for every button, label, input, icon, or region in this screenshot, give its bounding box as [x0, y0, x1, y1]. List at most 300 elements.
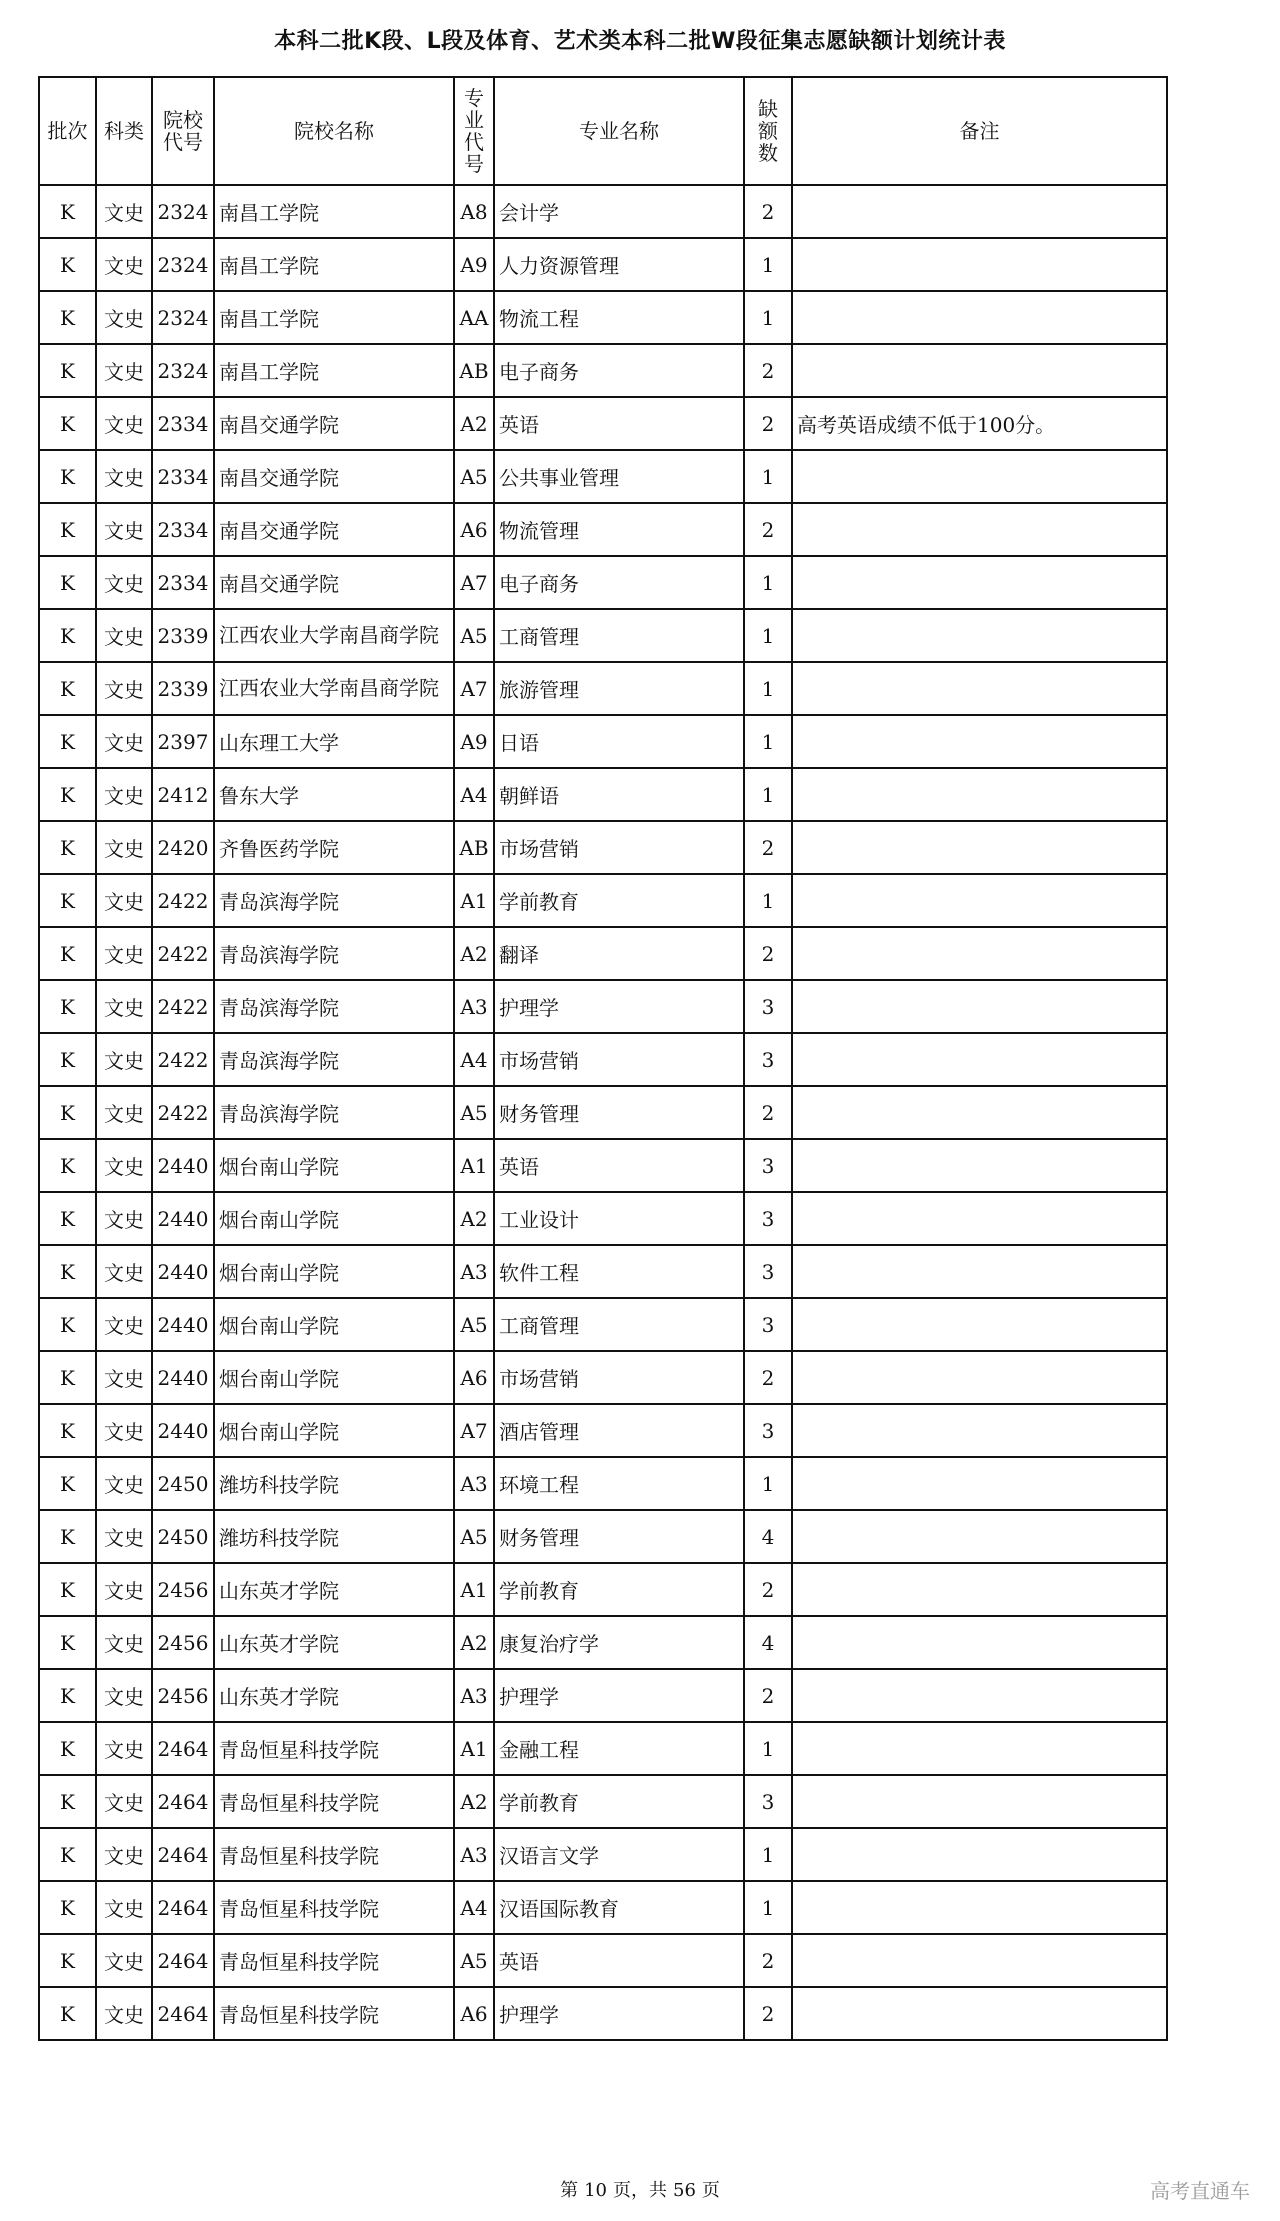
cell-school-name: 山东英才学院	[214, 1669, 454, 1722]
cell-major-name: 护理学	[494, 980, 744, 1033]
cell-remark	[792, 1457, 1167, 1510]
cell-batch: K	[39, 1881, 96, 1934]
cell-major-name: 金融工程	[494, 1722, 744, 1775]
table-header	[39, 77, 1167, 185]
table-row	[39, 927, 1167, 980]
cell-vacancy: 2	[744, 927, 792, 980]
cell-remark	[792, 291, 1167, 344]
cell-batch: K	[39, 662, 96, 715]
cell-category: 文史	[96, 503, 152, 556]
cell-major-code: A5	[454, 1298, 494, 1351]
cell-school-code: 2422	[152, 980, 214, 1033]
cell-batch: K	[39, 927, 96, 980]
table-row	[39, 1616, 1167, 1669]
cell-major-name: 公共事业管理	[494, 450, 744, 503]
cell-vacancy: 3	[744, 1245, 792, 1298]
cell-category: 文史	[96, 1457, 152, 1510]
cell-vacancy: 1	[744, 609, 792, 662]
cell-vacancy: 2	[744, 1987, 792, 2040]
cell-batch: K	[39, 1139, 96, 1192]
cell-major-code: A7	[454, 556, 494, 609]
cell-school-name: 南昌工学院	[214, 238, 454, 291]
cell-remark	[792, 344, 1167, 397]
cell-category: 文史	[96, 1616, 152, 1669]
table-row	[39, 1881, 1167, 1934]
cell-school-name: 南昌交通学院	[214, 556, 454, 609]
cell-major-name: 翻译	[494, 927, 744, 980]
cell-school-name: 南昌交通学院	[214, 450, 454, 503]
cell-major-name: 学前教育	[494, 1775, 744, 1828]
cell-remark	[792, 1722, 1167, 1775]
cell-vacancy: 3	[744, 1033, 792, 1086]
cell-major-name: 工商管理	[494, 1298, 744, 1351]
table-row	[39, 238, 1167, 291]
cell-school-code: 2422	[152, 927, 214, 980]
cell-batch: K	[39, 980, 96, 1033]
cell-school-name: 江西农业大学南昌商学院	[214, 609, 454, 662]
cell-school-name: 山东英才学院	[214, 1563, 454, 1616]
cell-category: 文史	[96, 874, 152, 927]
cell-school-name: 烟台南山学院	[214, 1192, 454, 1245]
cell-school-code: 2397	[152, 715, 214, 768]
cell-category: 文史	[96, 1563, 152, 1616]
cell-major-code: A2	[454, 1775, 494, 1828]
cell-school-code: 2334	[152, 503, 214, 556]
cell-remark	[792, 1192, 1167, 1245]
cell-remark	[792, 1298, 1167, 1351]
header-batch: 批次	[39, 77, 96, 185]
cell-batch: K	[39, 397, 96, 450]
cell-school-name: 青岛滨海学院	[214, 980, 454, 1033]
cell-category: 文史	[96, 662, 152, 715]
cell-vacancy: 2	[744, 503, 792, 556]
cell-remark	[792, 1139, 1167, 1192]
cell-batch: K	[39, 1298, 96, 1351]
header-major-name: 专业名称	[494, 77, 744, 185]
cell-major-name: 学前教育	[494, 1563, 744, 1616]
cell-remark	[792, 1775, 1167, 1828]
cell-category: 文史	[96, 1033, 152, 1086]
cell-batch: K	[39, 1775, 96, 1828]
cell-remark	[792, 1987, 1167, 2040]
header-school-name: 院校名称	[214, 77, 454, 185]
cell-school-name: 青岛滨海学院	[214, 1033, 454, 1086]
cell-school-code: 2464	[152, 1722, 214, 1775]
cell-remark	[792, 1510, 1167, 1563]
table-body	[39, 185, 1167, 2040]
cell-batch: K	[39, 1616, 96, 1669]
cell-remark	[792, 662, 1167, 715]
header-vacancy-label: 缺额数	[758, 97, 778, 165]
cell-vacancy: 1	[744, 556, 792, 609]
cell-major-name: 财务管理	[494, 1086, 744, 1139]
cell-batch: K	[39, 821, 96, 874]
header-school-code-label: 院校代号	[163, 108, 203, 154]
header-school-code	[152, 77, 214, 185]
cell-vacancy: 1	[744, 1881, 792, 1934]
cell-category: 文史	[96, 715, 152, 768]
cell-major-name: 英语	[494, 397, 744, 450]
cell-vacancy: 2	[744, 1351, 792, 1404]
cell-school-name: 青岛滨海学院	[214, 1086, 454, 1139]
cell-school-code: 2339	[152, 662, 214, 715]
cell-vacancy: 1	[744, 662, 792, 715]
cell-category: 文史	[96, 1192, 152, 1245]
cell-major-name: 财务管理	[494, 1510, 744, 1563]
cell-vacancy: 2	[744, 1669, 792, 1722]
cell-major-code: A1	[454, 874, 494, 927]
cell-category: 文史	[96, 238, 152, 291]
page-prefix: 第	[560, 2180, 579, 2201]
cell-vacancy: 2	[744, 1934, 792, 1987]
cell-school-code: 2440	[152, 1351, 214, 1404]
cell-major-code: AB	[454, 344, 494, 397]
cell-school-name: 南昌工学院	[214, 344, 454, 397]
cell-remark	[792, 609, 1167, 662]
cell-remark	[792, 1563, 1167, 1616]
cell-remark	[792, 821, 1167, 874]
cell-school-name: 青岛恒星科技学院	[214, 1987, 454, 2040]
cell-remark	[792, 715, 1167, 768]
cell-remark	[792, 927, 1167, 980]
cell-school-code: 2422	[152, 1086, 214, 1139]
table-row	[39, 1033, 1167, 1086]
cell-school-code: 2422	[152, 1033, 214, 1086]
cell-vacancy: 3	[744, 1192, 792, 1245]
cell-major-code: A1	[454, 1722, 494, 1775]
cell-vacancy: 1	[744, 1722, 792, 1775]
cell-remark	[792, 556, 1167, 609]
cell-major-code: A7	[454, 1404, 494, 1457]
cell-major-name: 汉语国际教育	[494, 1881, 744, 1934]
cell-major-code: A5	[454, 1086, 494, 1139]
cell-category: 文史	[96, 1934, 152, 1987]
cell-major-name: 学前教育	[494, 874, 744, 927]
cell-major-code: A3	[454, 980, 494, 1033]
cell-major-code: A7	[454, 662, 494, 715]
cell-major-name: 电子商务	[494, 344, 744, 397]
cell-school-code: 2339	[152, 609, 214, 662]
cell-batch: K	[39, 874, 96, 927]
total-pages: 56	[673, 2180, 696, 2201]
cell-category: 文史	[96, 1298, 152, 1351]
cell-major-code: A9	[454, 715, 494, 768]
table-row	[39, 1351, 1167, 1404]
cell-vacancy: 1	[744, 768, 792, 821]
cell-vacancy: 2	[744, 1086, 792, 1139]
table-row	[39, 1298, 1167, 1351]
cell-major-name: 护理学	[494, 1987, 744, 2040]
cell-remark	[792, 1881, 1167, 1934]
cell-category: 文史	[96, 1669, 152, 1722]
cell-major-name: 人力资源管理	[494, 238, 744, 291]
table-row	[39, 185, 1167, 238]
cell-major-name: 工业设计	[494, 1192, 744, 1245]
cell-batch: K	[39, 344, 96, 397]
cell-school-code: 2456	[152, 1669, 214, 1722]
cell-school-code: 2440	[152, 1404, 214, 1457]
cell-batch: K	[39, 1722, 96, 1775]
cell-batch: K	[39, 715, 96, 768]
cell-vacancy: 1	[744, 1828, 792, 1881]
page-number: 10	[584, 2180, 607, 2201]
cell-major-code: A6	[454, 1987, 494, 2040]
cell-school-code: 2324	[152, 291, 214, 344]
cell-vacancy: 4	[744, 1510, 792, 1563]
cell-remark	[792, 1828, 1167, 1881]
cell-category: 文史	[96, 1245, 152, 1298]
table-row	[39, 1457, 1167, 1510]
cell-batch: K	[39, 1245, 96, 1298]
cell-school-code: 2412	[152, 768, 214, 821]
cell-remark	[792, 1033, 1167, 1086]
cell-major-name: 旅游管理	[494, 662, 744, 715]
cell-batch: K	[39, 1086, 96, 1139]
cell-remark	[792, 1404, 1167, 1457]
cell-major-code: A5	[454, 1934, 494, 1987]
cell-vacancy: 1	[744, 1457, 792, 1510]
page-footer	[0, 2176, 1280, 2202]
cell-vacancy: 3	[744, 1298, 792, 1351]
cell-batch: K	[39, 238, 96, 291]
cell-vacancy: 2	[744, 397, 792, 450]
cell-school-code: 2324	[152, 344, 214, 397]
cell-school-name: 青岛恒星科技学院	[214, 1881, 454, 1934]
cell-category: 文史	[96, 768, 152, 821]
cell-school-name: 青岛滨海学院	[214, 927, 454, 980]
cell-vacancy: 2	[744, 821, 792, 874]
cell-batch: K	[39, 1192, 96, 1245]
cell-major-code: A5	[454, 609, 494, 662]
cell-major-code: A4	[454, 768, 494, 821]
table-row	[39, 1510, 1167, 1563]
cell-major-code: A2	[454, 927, 494, 980]
table-row	[39, 450, 1167, 503]
cell-category: 文史	[96, 185, 152, 238]
cell-school-name: 潍坊科技学院	[214, 1510, 454, 1563]
cell-major-name: 英语	[494, 1139, 744, 1192]
cell-school-name: 南昌交通学院	[214, 503, 454, 556]
table-row	[39, 1987, 1167, 2040]
table-row	[39, 662, 1167, 715]
cell-school-name: 江西农业大学南昌商学院	[214, 662, 454, 715]
cell-major-code: A6	[454, 503, 494, 556]
vacancy-table	[38, 76, 1168, 2041]
cell-vacancy: 3	[744, 1139, 792, 1192]
cell-school-name: 山东理工大学	[214, 715, 454, 768]
table-row	[39, 1722, 1167, 1775]
cell-category: 文史	[96, 1510, 152, 1563]
cell-major-code: A1	[454, 1563, 494, 1616]
table-row	[39, 768, 1167, 821]
cell-category: 文史	[96, 1404, 152, 1457]
table-row	[39, 1669, 1167, 1722]
cell-major-name: 酒店管理	[494, 1404, 744, 1457]
cell-school-code: 2420	[152, 821, 214, 874]
cell-major-code: A2	[454, 1192, 494, 1245]
cell-major-name: 汉语言文学	[494, 1828, 744, 1881]
cell-major-name: 英语	[494, 1934, 744, 1987]
cell-vacancy: 1	[744, 238, 792, 291]
cell-remark	[792, 1616, 1167, 1669]
cell-school-name: 烟台南山学院	[214, 1404, 454, 1457]
cell-batch: K	[39, 291, 96, 344]
table-row	[39, 1086, 1167, 1139]
header-major-code-label: 专业代号	[464, 86, 484, 176]
cell-batch: K	[39, 609, 96, 662]
table-row	[39, 821, 1167, 874]
cell-major-name: 市场营销	[494, 821, 744, 874]
cell-school-code: 2440	[152, 1298, 214, 1351]
cell-remark	[792, 1669, 1167, 1722]
cell-major-name: 物流管理	[494, 503, 744, 556]
cell-remark	[792, 185, 1167, 238]
cell-remark	[792, 238, 1167, 291]
cell-major-name: 电子商务	[494, 556, 744, 609]
cell-major-name: 市场营销	[494, 1033, 744, 1086]
cell-major-code: A4	[454, 1881, 494, 1934]
cell-major-code: A5	[454, 450, 494, 503]
cell-batch: K	[39, 556, 96, 609]
cell-vacancy: 2	[744, 185, 792, 238]
cell-school-name: 青岛恒星科技学院	[214, 1828, 454, 1881]
cell-batch: K	[39, 450, 96, 503]
cell-batch: K	[39, 503, 96, 556]
cell-major-name: 朝鲜语	[494, 768, 744, 821]
cell-major-name: 物流工程	[494, 291, 744, 344]
cell-school-name: 潍坊科技学院	[214, 1457, 454, 1510]
header-vacancy	[744, 77, 792, 185]
cell-school-code: 2464	[152, 1987, 214, 2040]
cell-major-code: A3	[454, 1669, 494, 1722]
cell-batch: K	[39, 1457, 96, 1510]
cell-major-name: 日语	[494, 715, 744, 768]
cell-remark	[792, 1245, 1167, 1298]
cell-school-name: 青岛恒星科技学院	[214, 1722, 454, 1775]
cell-category: 文史	[96, 980, 152, 1033]
cell-school-code: 2450	[152, 1457, 214, 1510]
table-row	[39, 715, 1167, 768]
cell-vacancy: 2	[744, 344, 792, 397]
cell-school-name: 南昌工学院	[214, 185, 454, 238]
table-row	[39, 556, 1167, 609]
cell-major-name: 市场营销	[494, 1351, 744, 1404]
cell-vacancy: 2	[744, 1563, 792, 1616]
cell-school-code: 2324	[152, 238, 214, 291]
cell-remark: 高考英语成绩不低于100分。	[792, 397, 1167, 450]
cell-category: 文史	[96, 556, 152, 609]
cell-category: 文史	[96, 927, 152, 980]
table-row	[39, 1139, 1167, 1192]
table-row	[39, 874, 1167, 927]
cell-school-code: 2334	[152, 397, 214, 450]
cell-category: 文史	[96, 344, 152, 397]
cell-school-code: 2450	[152, 1510, 214, 1563]
page-suffix: 页	[701, 2180, 720, 2201]
cell-remark	[792, 503, 1167, 556]
cell-vacancy: 1	[744, 874, 792, 927]
cell-major-code: A3	[454, 1457, 494, 1510]
table-row	[39, 291, 1167, 344]
cell-school-name: 鲁东大学	[214, 768, 454, 821]
cell-major-code: A3	[454, 1828, 494, 1881]
cell-major-name: 会计学	[494, 185, 744, 238]
cell-vacancy: 3	[744, 1775, 792, 1828]
cell-category: 文史	[96, 609, 152, 662]
cell-school-code: 2456	[152, 1563, 214, 1616]
cell-batch: K	[39, 1828, 96, 1881]
table-row	[39, 1192, 1167, 1245]
cell-major-name: 康复治疗学	[494, 1616, 744, 1669]
cell-remark	[792, 1934, 1167, 1987]
cell-major-name: 护理学	[494, 1669, 744, 1722]
cell-batch: K	[39, 1351, 96, 1404]
cell-category: 文史	[96, 450, 152, 503]
table-row	[39, 1563, 1167, 1616]
cell-vacancy: 1	[744, 450, 792, 503]
cell-major-code: A4	[454, 1033, 494, 1086]
table-row	[39, 1775, 1167, 1828]
cell-vacancy: 1	[744, 291, 792, 344]
cell-batch: K	[39, 768, 96, 821]
cell-school-name: 烟台南山学院	[214, 1245, 454, 1298]
cell-school-code: 2324	[152, 185, 214, 238]
cell-category: 文史	[96, 1987, 152, 2040]
cell-category: 文史	[96, 1722, 152, 1775]
cell-school-code: 2422	[152, 874, 214, 927]
cell-batch: K	[39, 1404, 96, 1457]
cell-vacancy: 3	[744, 1404, 792, 1457]
cell-school-name: 烟台南山学院	[214, 1351, 454, 1404]
cell-school-name: 南昌工学院	[214, 291, 454, 344]
cell-school-code: 2456	[152, 1616, 214, 1669]
cell-batch: K	[39, 1987, 96, 2040]
table-row	[39, 1245, 1167, 1298]
cell-major-code: A2	[454, 1616, 494, 1669]
cell-school-code: 2440	[152, 1245, 214, 1298]
cell-major-code: A6	[454, 1351, 494, 1404]
table-row	[39, 1404, 1167, 1457]
cell-category: 文史	[96, 1086, 152, 1139]
cell-school-name: 山东英才学院	[214, 1616, 454, 1669]
cell-batch: K	[39, 1669, 96, 1722]
cell-category: 文史	[96, 1828, 152, 1881]
table-row	[39, 980, 1167, 1033]
cell-school-name: 青岛恒星科技学院	[214, 1775, 454, 1828]
cell-school-code: 2464	[152, 1881, 214, 1934]
page-title: 本科二批K段、L段及体育、艺术类本科二批W段征集志愿缺额计划统计表	[274, 29, 1006, 54]
cell-major-code: AA	[454, 291, 494, 344]
cell-remark	[792, 874, 1167, 927]
cell-major-code: A1	[454, 1139, 494, 1192]
table-row	[39, 503, 1167, 556]
table-row	[39, 1934, 1167, 1987]
page-mid: 页，共	[613, 2180, 667, 2201]
cell-major-code: AB	[454, 821, 494, 874]
cell-category: 文史	[96, 1775, 152, 1828]
cell-school-name: 青岛恒星科技学院	[214, 1934, 454, 1987]
cell-vacancy: 3	[744, 980, 792, 1033]
cell-vacancy: 4	[744, 1616, 792, 1669]
cell-remark	[792, 768, 1167, 821]
cell-batch: K	[39, 185, 96, 238]
cell-vacancy: 1	[744, 715, 792, 768]
table-row	[39, 609, 1167, 662]
cell-school-code: 2334	[152, 556, 214, 609]
header-major-code	[454, 77, 494, 185]
table-row	[39, 1828, 1167, 1881]
table-row	[39, 397, 1167, 450]
